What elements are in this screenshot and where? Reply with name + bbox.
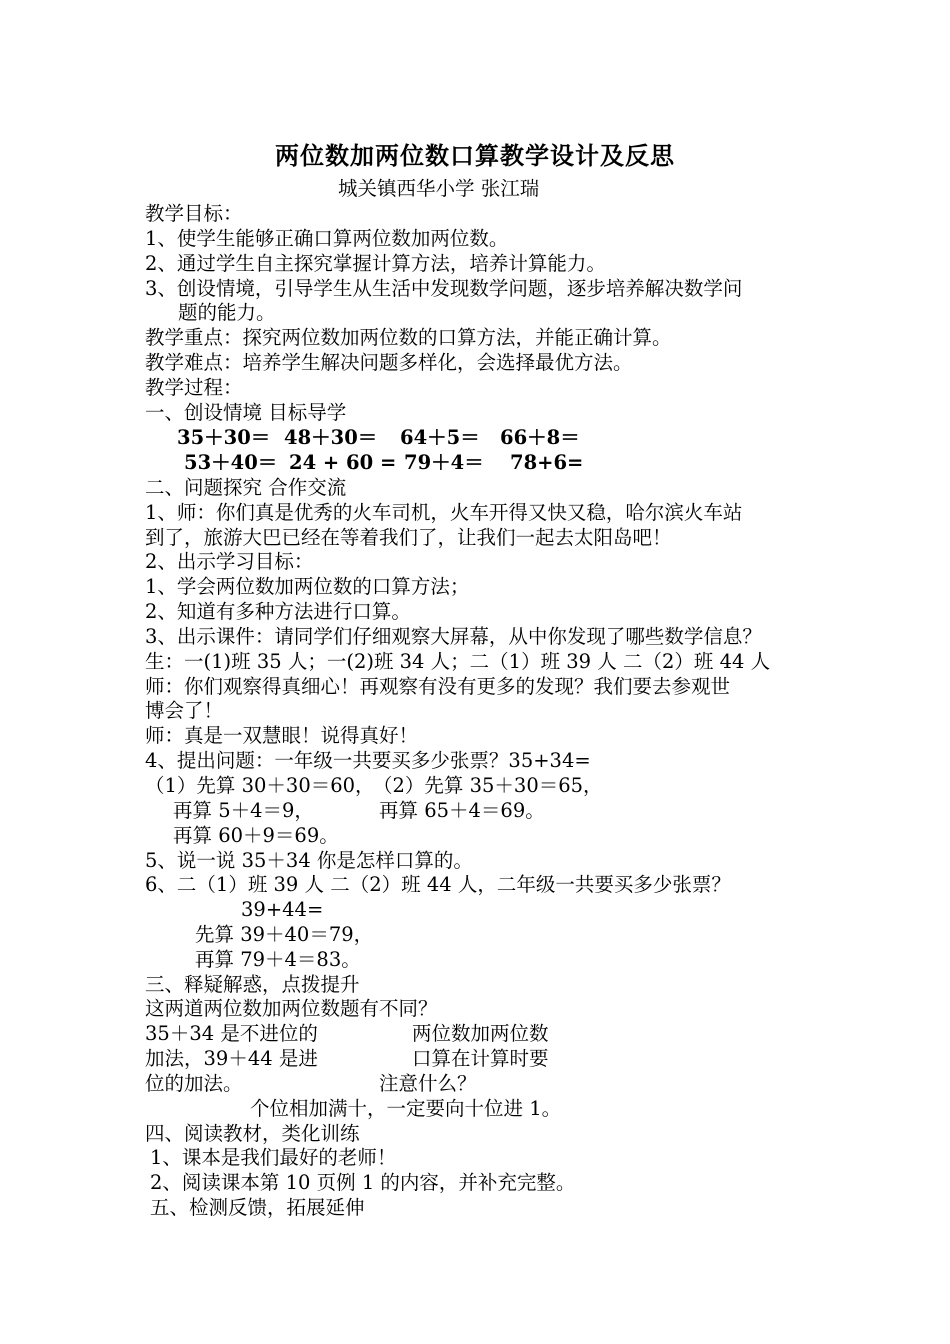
section-3-heading: 三、释疑解惑，点拨提升 bbox=[145, 973, 360, 996]
section-2-heading: 二、问题探究 合作交流 bbox=[145, 476, 347, 499]
equation: 66＋8＝ bbox=[500, 426, 580, 449]
teacher-line-2: 博会了！ bbox=[145, 699, 224, 722]
column-2-line-2: 口算在计算时要 bbox=[412, 1047, 549, 1070]
paragraph-3: 3、出示课件：请同学们仔细观察大屏幕，从中你发现了哪些数学信息？ bbox=[145, 625, 762, 648]
teacher-line-1: 师：你们观察得真细心！再观察有没有更多的发现？我们要去参观世 bbox=[145, 675, 731, 698]
equation: 79＋4＝ bbox=[404, 451, 484, 474]
paragraph-2: 2、出示学习目标： bbox=[145, 550, 314, 573]
equation: 64＋5＝ bbox=[400, 426, 480, 449]
column-2-line-3: 注意什么？ bbox=[379, 1072, 477, 1095]
equation: 53＋40＝ bbox=[184, 451, 278, 474]
equation-39-44: 39+44= bbox=[241, 898, 324, 921]
method-1-step-3: 再算 60＋9＝69。 bbox=[173, 824, 339, 847]
document-title: 两位数加两位数口算教学设计及反思 bbox=[275, 141, 675, 170]
paragraph-6: 6、二（1）班 39 人 二（2）班 44 人，二年级一共要买多少张票？ bbox=[145, 873, 731, 896]
equation: 48＋30＝ bbox=[284, 426, 378, 449]
method-1-step-2: 再算 5＋4＝9， bbox=[173, 799, 314, 822]
student-answer: 生：一(1)班 35 人；一(2)班 34 人；二（1）班 39 人 二（2）班 44 人 bbox=[145, 650, 771, 673]
key-point: 教学重点：探究两位数加两位数的口算方法，并能正确计算。 bbox=[145, 326, 672, 349]
difficulty: 教学难点：培养学生解决问题多样化，会选择最优方法。 bbox=[145, 351, 633, 374]
question: 这两道两位数加两位数题有不同？ bbox=[145, 997, 438, 1020]
goal-3-line-2: 题的能力。 bbox=[178, 301, 276, 324]
column-1-line-1: 35＋34 是不进位的 bbox=[145, 1022, 318, 1045]
method-2-step-2: 再算 65＋4＝69。 bbox=[379, 799, 545, 822]
learning-goal-1: 1、学会两位数加两位数的口算方法； bbox=[145, 575, 470, 598]
method-2-step-1: （2）先算 35＋30＝65， bbox=[373, 774, 603, 797]
carry-rule: 个位相加满十，一定要向十位进 1。 bbox=[250, 1097, 562, 1120]
process-heading: 教学过程： bbox=[145, 376, 243, 399]
reading-1: 1、课本是我们最好的老师！ bbox=[150, 1146, 397, 1169]
equation: 24 + 60 = bbox=[289, 451, 397, 474]
step-1: 先算 39＋40＝79， bbox=[195, 923, 374, 946]
equation: 78+6= bbox=[510, 451, 584, 474]
author-line: 城关镇西华小学 张江瑞 bbox=[338, 177, 540, 200]
goals-heading: 教学目标： bbox=[145, 202, 243, 225]
column-2-line-1: 两位数加两位数 bbox=[412, 1022, 549, 1045]
goal-3-line-1: 3、创设情境，引导学生从生活中发现数学问题，逐步培养解决数学问 bbox=[145, 277, 743, 300]
column-1-line-2: 加法，39＋44 是进 bbox=[145, 1047, 318, 1070]
learning-goal-2: 2、知道有多种方法进行口算。 bbox=[145, 600, 411, 623]
method-1-step-1: （1）先算 30＋30＝60， bbox=[145, 774, 375, 797]
teacher-praise: 师：真是一双慧眼！说得真好！ bbox=[145, 724, 419, 747]
step-2: 再算 79＋4＝83。 bbox=[195, 948, 361, 971]
section-5-heading: 五、检测反馈，拓展延伸 bbox=[150, 1196, 365, 1219]
goal-2: 2、通过学生自主探究掌握计算方法，培养计算能力。 bbox=[145, 252, 606, 275]
paragraph-1-line-2: 到了，旅游大巴已经在等着我们了，让我们一起去太阳岛吧！ bbox=[145, 526, 672, 549]
equation: 35＋30＝ bbox=[177, 426, 271, 449]
paragraph-5: 5、说一说 35＋34 你是怎样口算的。 bbox=[145, 849, 473, 872]
goal-1: 1、使学生能够正确口算两位数加两位数。 bbox=[145, 227, 509, 250]
section-4-heading: 四、阅读教材，类化训练 bbox=[145, 1122, 360, 1145]
section-1-heading: 一、创设情境 目标导学 bbox=[145, 401, 347, 424]
reading-2: 2、阅读课本第 10 页例 1 的内容，并补充完整。 bbox=[150, 1171, 576, 1194]
paragraph-1-line-1: 1、师：你们真是优秀的火车司机，火车开得又快又稳，哈尔滨火车站 bbox=[145, 501, 743, 524]
column-1-line-3: 位的加法。 bbox=[145, 1072, 243, 1095]
paragraph-4: 4、提出问题：一年级一共要买多少张票？35+34= bbox=[145, 749, 591, 772]
